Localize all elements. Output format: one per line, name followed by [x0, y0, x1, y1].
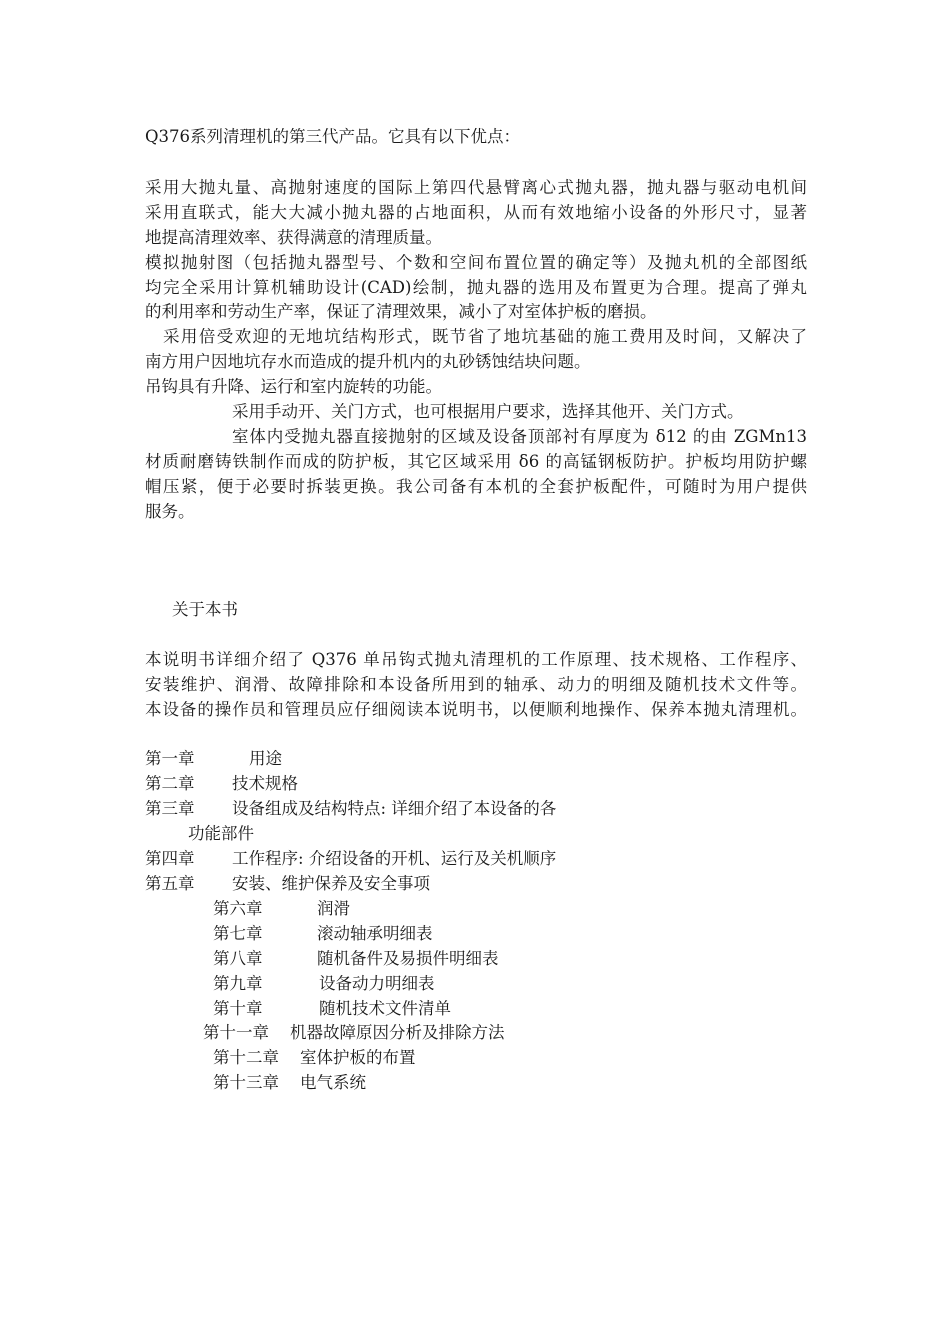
toc-chapter-4-number: 第四章: [145, 849, 195, 868]
intro-para2-line1: 模拟抛射图（包括抛丸器型号、个数和空间布置位置的确定等）及抛丸机的全部图纸: [145, 253, 807, 272]
toc-chapter-1-number: 第一章: [145, 749, 195, 768]
about-para-line2: 安装维护、润滑、故障排除和本设备所用到的轴承、动力的明细及随机技术文件等。: [145, 675, 807, 694]
toc-chapter-13-number: 第十三章: [213, 1073, 279, 1092]
intro-para4: 吊钩具有升降、运行和室内旋转的功能。: [145, 377, 442, 396]
toc-chapter-6-number: 第六章: [213, 899, 263, 918]
intro-para2-line2: 均完全采用计算机辅助设计(CAD)绘制，抛丸器的选用及布置更为合理。提高了弹丸: [145, 278, 807, 297]
intro-para6-line3: 帽压紧，便于必要时拆装更换。我公司备有本机的全套护板配件，可随时为用户提供: [145, 477, 807, 496]
toc-chapter-7-title: 滚动轴承明细表: [317, 924, 433, 943]
toc-chapter-9-title: 设备动力明细表: [319, 974, 435, 993]
about-para-line1: 本说明书详细介绍了 Q376 单吊钩式抛丸清理机的工作原理、技术规格、工作程序、: [145, 650, 807, 669]
about-title: 关于本书: [172, 600, 238, 619]
toc-chapter-13-title: 电气系统: [300, 1073, 366, 1092]
intro-para5: 采用手动开、关门方式，也可根据用户要求，选择其他开、关门方式。: [232, 402, 744, 421]
toc-chapter-10-number: 第十章: [213, 999, 263, 1018]
toc-chapter-2-title: 技术规格: [232, 774, 298, 793]
toc-chapter-1-title: 用途: [249, 749, 282, 768]
toc-chapter-2-number: 第二章: [145, 774, 195, 793]
about-para-line3: 本设备的操作员和管理员应仔细阅读本说明书，以便顺利地操作、保养本抛丸清理机。: [145, 700, 807, 719]
intro-para6-line2: 材质耐磨铸铁制作而成的防护板，其它区域采用 δ6 的高锰钢板防护。护板均用防护螺: [145, 452, 807, 471]
toc-chapter-3-number: 第三章: [145, 799, 195, 818]
intro-para2-line3: 的利用率和劳动生产率，保证了清理效果，减小了对室体护板的磨损。: [145, 302, 657, 321]
toc-chapter-9-number: 第九章: [213, 974, 263, 993]
toc-chapter-3-title: 设备组成及结构特点: 详细介绍了本设备的各: [232, 799, 557, 818]
intro-heading: Q376系列清理机的第三代产品。它具有以下优点：: [145, 127, 521, 146]
toc-chapter-7-number: 第七章: [213, 924, 263, 943]
toc-chapter-5-number: 第五章: [145, 874, 195, 893]
intro-para6-line4: 服务。: [145, 502, 195, 521]
toc-chapter-10-title: 随机技术文件清单: [319, 999, 451, 1018]
toc-chapter-11-title: 机器故障原因分析及排除方法: [290, 1023, 505, 1042]
toc-chapter-4-title: 工作程序: 介绍设备的开机、运行及关机顺序: [232, 849, 557, 868]
toc-chapter-6-title: 润滑: [317, 899, 350, 918]
toc-chapter-12-title: 室体护板的布置: [300, 1048, 416, 1067]
intro-para3-line1: 采用倍受欢迎的无地坑结构形式，既节省了地坑基础的施工费用及时间，又解决了: [163, 327, 807, 346]
toc-chapter-11-number: 第十一章: [203, 1023, 269, 1042]
toc-chapter-8-number: 第八章: [213, 949, 263, 968]
intro-para3-line2: 南方用户因地坑存水而造成的提升机内的丸砂锈蚀结块问题。: [145, 352, 591, 371]
toc-chapter-5-title: 安装、维护保养及安全事项: [232, 874, 430, 893]
intro-para1-line1: 采用大抛丸量、高抛射速度的国际上第四代悬臂离心式抛丸器，抛丸器与驱动电机间: [145, 178, 807, 197]
toc-chapter-3-title-cont: 功能部件: [188, 824, 254, 843]
intro-para1-line3: 地提高清理效率、获得满意的清理质量。: [145, 228, 442, 247]
toc-chapter-8-title: 随机备件及易损件明细表: [317, 949, 499, 968]
intro-para6-line1: 室体内受抛丸器直接抛射的区域及设备顶部衬有厚度为 δ12 的由 ZGMn13: [232, 427, 807, 446]
toc-chapter-12-number: 第十二章: [213, 1048, 279, 1067]
intro-para1-line2: 采用直联式，能大大减小抛丸器的占地面积，从而有效地缩小设备的外形尺寸，显著: [145, 203, 807, 222]
